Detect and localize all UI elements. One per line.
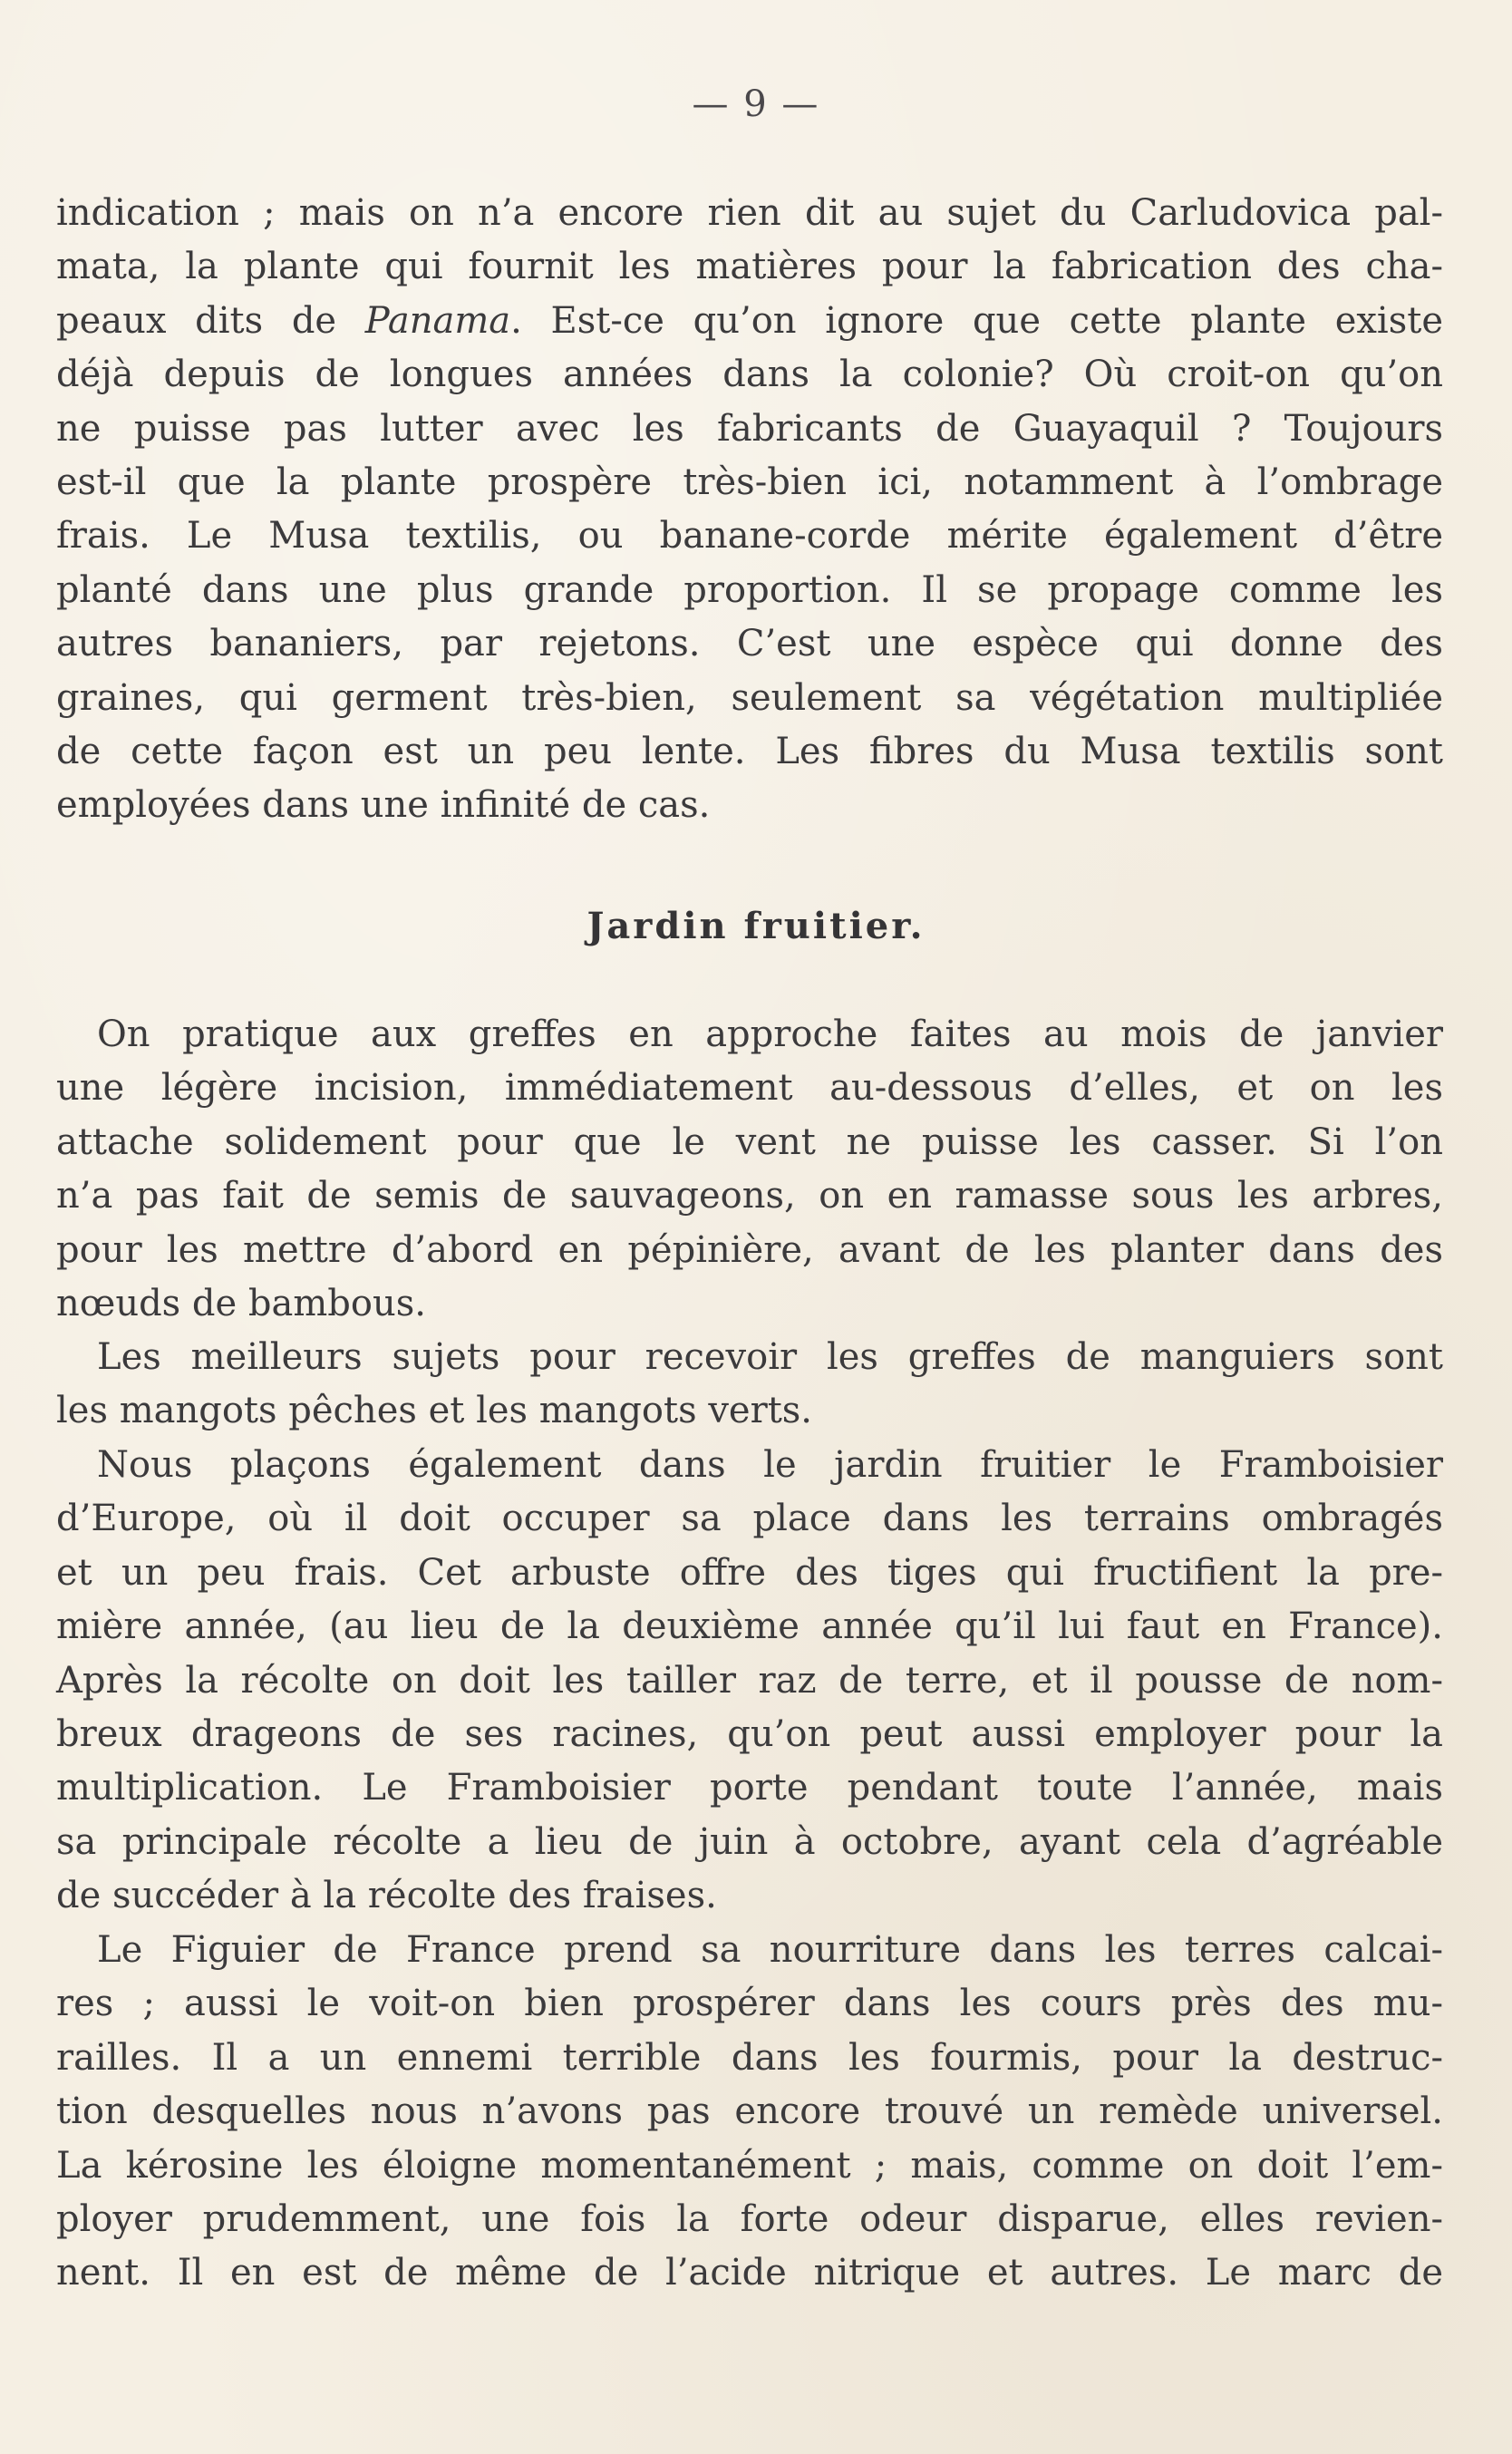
text-line: employées dans une infinité de cas. xyxy=(56,784,711,827)
text-line: On pratique aux greffes en approche faites au mois de janvier xyxy=(97,1014,1443,1055)
text-line: nœuds de bambous. xyxy=(56,1282,426,1324)
text-line: frais. Le Musa textilis, ou banane-corde mérite également d’être xyxy=(56,515,1443,558)
text-line: Les meilleurs sujets pour recevoir les greffes de manguiers sont xyxy=(97,1336,1443,1378)
text-line xyxy=(56,295,1443,348)
paragraph-framboisier xyxy=(56,1439,1443,1924)
section-heading: Jardin fruitier. xyxy=(586,905,926,947)
text-line: pour les mettre d’abord en pépinière, avant de les planter dans des xyxy=(56,1228,1443,1271)
text-line: nent. Il en est de même de l’acide nitrique et autres. Le marc de xyxy=(56,2252,1443,2294)
text-line: res ; aussi le voit-on bien prospérer dans les cours près des mu- xyxy=(56,1983,1443,2025)
page-number: — 9 — xyxy=(692,83,820,125)
italic-word-panama: Panama xyxy=(364,299,511,342)
text-line: Nous plaçons également dans le jardin fruitier le Framboisier xyxy=(97,1444,1443,1486)
text-line: railles. Il a un ennemi terrible dans les fourmis, pour la destruc- xyxy=(56,2036,1443,2079)
paragraph-sujets xyxy=(56,1331,1443,1439)
paragraph-figuier xyxy=(56,1924,1443,2301)
text-line: sa principale récolte a lieu de juin à octobre, ayant cela d’agréable xyxy=(56,1820,1443,1863)
text-line: tion desquelles nous n’avons pas encore trouvé un remède universel. xyxy=(56,2090,1443,2133)
text-line: attache solidement pour que le vent ne puisse les casser. Si l’on xyxy=(56,1120,1443,1163)
text-line: indication ; mais on n’a encore rien dit au sujet du Carludovica pal- xyxy=(56,192,1443,234)
text-line: déjà depuis de longues années dans la colonie? Où croit-on qu’on xyxy=(56,354,1443,396)
text-run: . Est-ce qu’on ignore que cette plante existe xyxy=(510,299,1443,342)
text-line: graines, qui germent très-bien, seulement sa végétation multipliée xyxy=(56,676,1443,719)
text-line: Le Figuier de France prend sa nourriture dans les terres calcai- xyxy=(97,1929,1443,1971)
text-line: n’a pas fait de semis de sauvageons, on en ramasse sous les arbres, xyxy=(56,1175,1443,1217)
text-line: les mangots pêches et les mangots verts. xyxy=(56,1390,813,1432)
text-line: breux drageons de ses racines, qu’on peut aussi employer pour la xyxy=(56,1712,1443,1755)
text-line: ne puisse pas lutter avec les fabricants de Guayaquil ? Toujours xyxy=(56,407,1443,450)
text-line: planté dans une plus grande proportion. Il se propage comme les xyxy=(56,568,1443,611)
text-line: La kérosine les éloigne momentanément ; mais, comme on doit l’em- xyxy=(56,2144,1443,2187)
text-line: Après la récolte on doit les tailler raz de terre, et il pousse de nom- xyxy=(56,1659,1443,1702)
text-line: mata, la plante qui fournit les matières pour la fabrication des cha- xyxy=(56,246,1443,288)
text-line: autres bananiers, par rejetons. C’est une espèce qui donne des xyxy=(56,623,1443,665)
text-line: est-il que la plante prospère très-bien ici, notamment à l’ombrage xyxy=(56,461,1443,503)
text-line: d’Europe, où il doit occuper sa place dans les terrains ombragés xyxy=(56,1498,1443,1540)
text-line: ployer prudemment, une fois la forte odeur disparue, elles revien- xyxy=(56,2197,1443,2240)
paragraph-musa xyxy=(56,187,1443,833)
text-line: de cette façon est un peu lente. Les fibres du Musa textilis sont xyxy=(56,730,1443,772)
paragraph-greffes xyxy=(56,1008,1443,1331)
text-run: peaux dits de xyxy=(56,299,365,342)
text-line: une légère incision, immédiatement au-dessous d’elles, et on les xyxy=(56,1067,1443,1110)
text-line: de succéder à la récolte des fraises. xyxy=(56,1875,717,1917)
text-line: mière année, (au lieu de la deuxième année qu’il lui faut en France). xyxy=(56,1605,1443,1648)
text-line: multiplication. Le Framboisier porte pendant toute l’année, mais xyxy=(56,1767,1443,1809)
text-line: et un peu frais. Cet arbuste offre des tiges qui fructifient la pre- xyxy=(56,1551,1443,1594)
